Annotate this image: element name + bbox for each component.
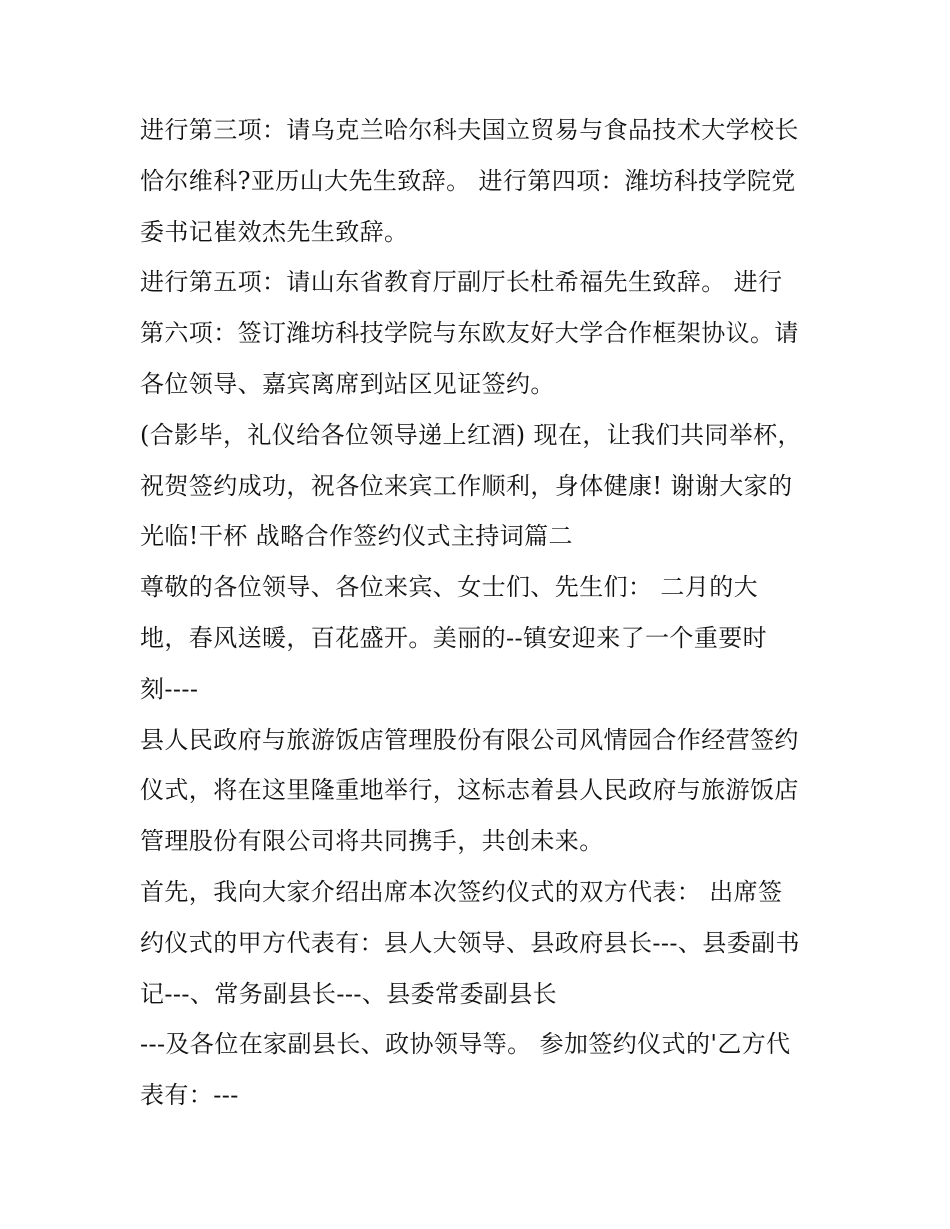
text-line: 仪式，将在这里隆重地举行，这标志着县人民政府与旅游饭店 [140,776,799,805]
text-line: 地，春风送暖，百花盛开。美丽的--镇安迎来了一个重要时 [140,623,768,652]
text-line: 第六项：签订潍坊科技学院与东欧友好大学合作框架协议。请 [140,319,799,348]
text-line: 管理股份有限公司将共同携手，共创未来。 [140,827,604,856]
text-line: 尊敬的各位领导、各位来宾、女士们、先生们： 二月的大 [140,573,759,602]
text-line: 恰尔维科?亚历山大先生致辞。 进行第四项：潍坊科技学院党 [140,166,796,195]
text-line: 各位领导、嘉宾离席到站区见证签约。 [140,369,555,398]
text-line: ---及各位在家副县长、政协领导等。 参加签约仪式的'乙方代 [140,1030,791,1059]
text-line: 进行第五项：请山东省教育厅副厅长杜希福先生致辞。 进行 [140,268,783,297]
text-line: 光临!干杯 战略合作签约仪式主持词篇二 [140,522,573,551]
text-line: 刻---- [140,674,199,703]
text-line: 约仪式的甲方代表有：县人大领导、县政府县长---、县委副书 [140,928,800,957]
text-line: 首先，我向大家介绍出席本次签约仪式的双方代表： 出席签 [140,877,783,906]
text-line: (合影毕，礼仪给各位领导递上红酒) 现在，让我们共同举杯， [140,420,802,449]
document-body [140,105,820,1121]
text-line: 表有：--- [140,1081,239,1110]
text-line: 委书记崔效杰先生致辞。 [140,217,409,246]
text-line: 进行第三项：请乌克兰哈尔科夫国立贸易与食品技术大学校长 [140,116,799,144]
text-line: 祝贺签约成功，祝各位来宾工作顺利，身体健康! 谢谢大家的 [140,471,793,500]
text-line: 记---、常务副县长---、县委常委副县长 [140,979,558,1008]
text-line: 县人民政府与旅游饭店管理股份有限公司风情园合作经营签约 [140,725,799,754]
